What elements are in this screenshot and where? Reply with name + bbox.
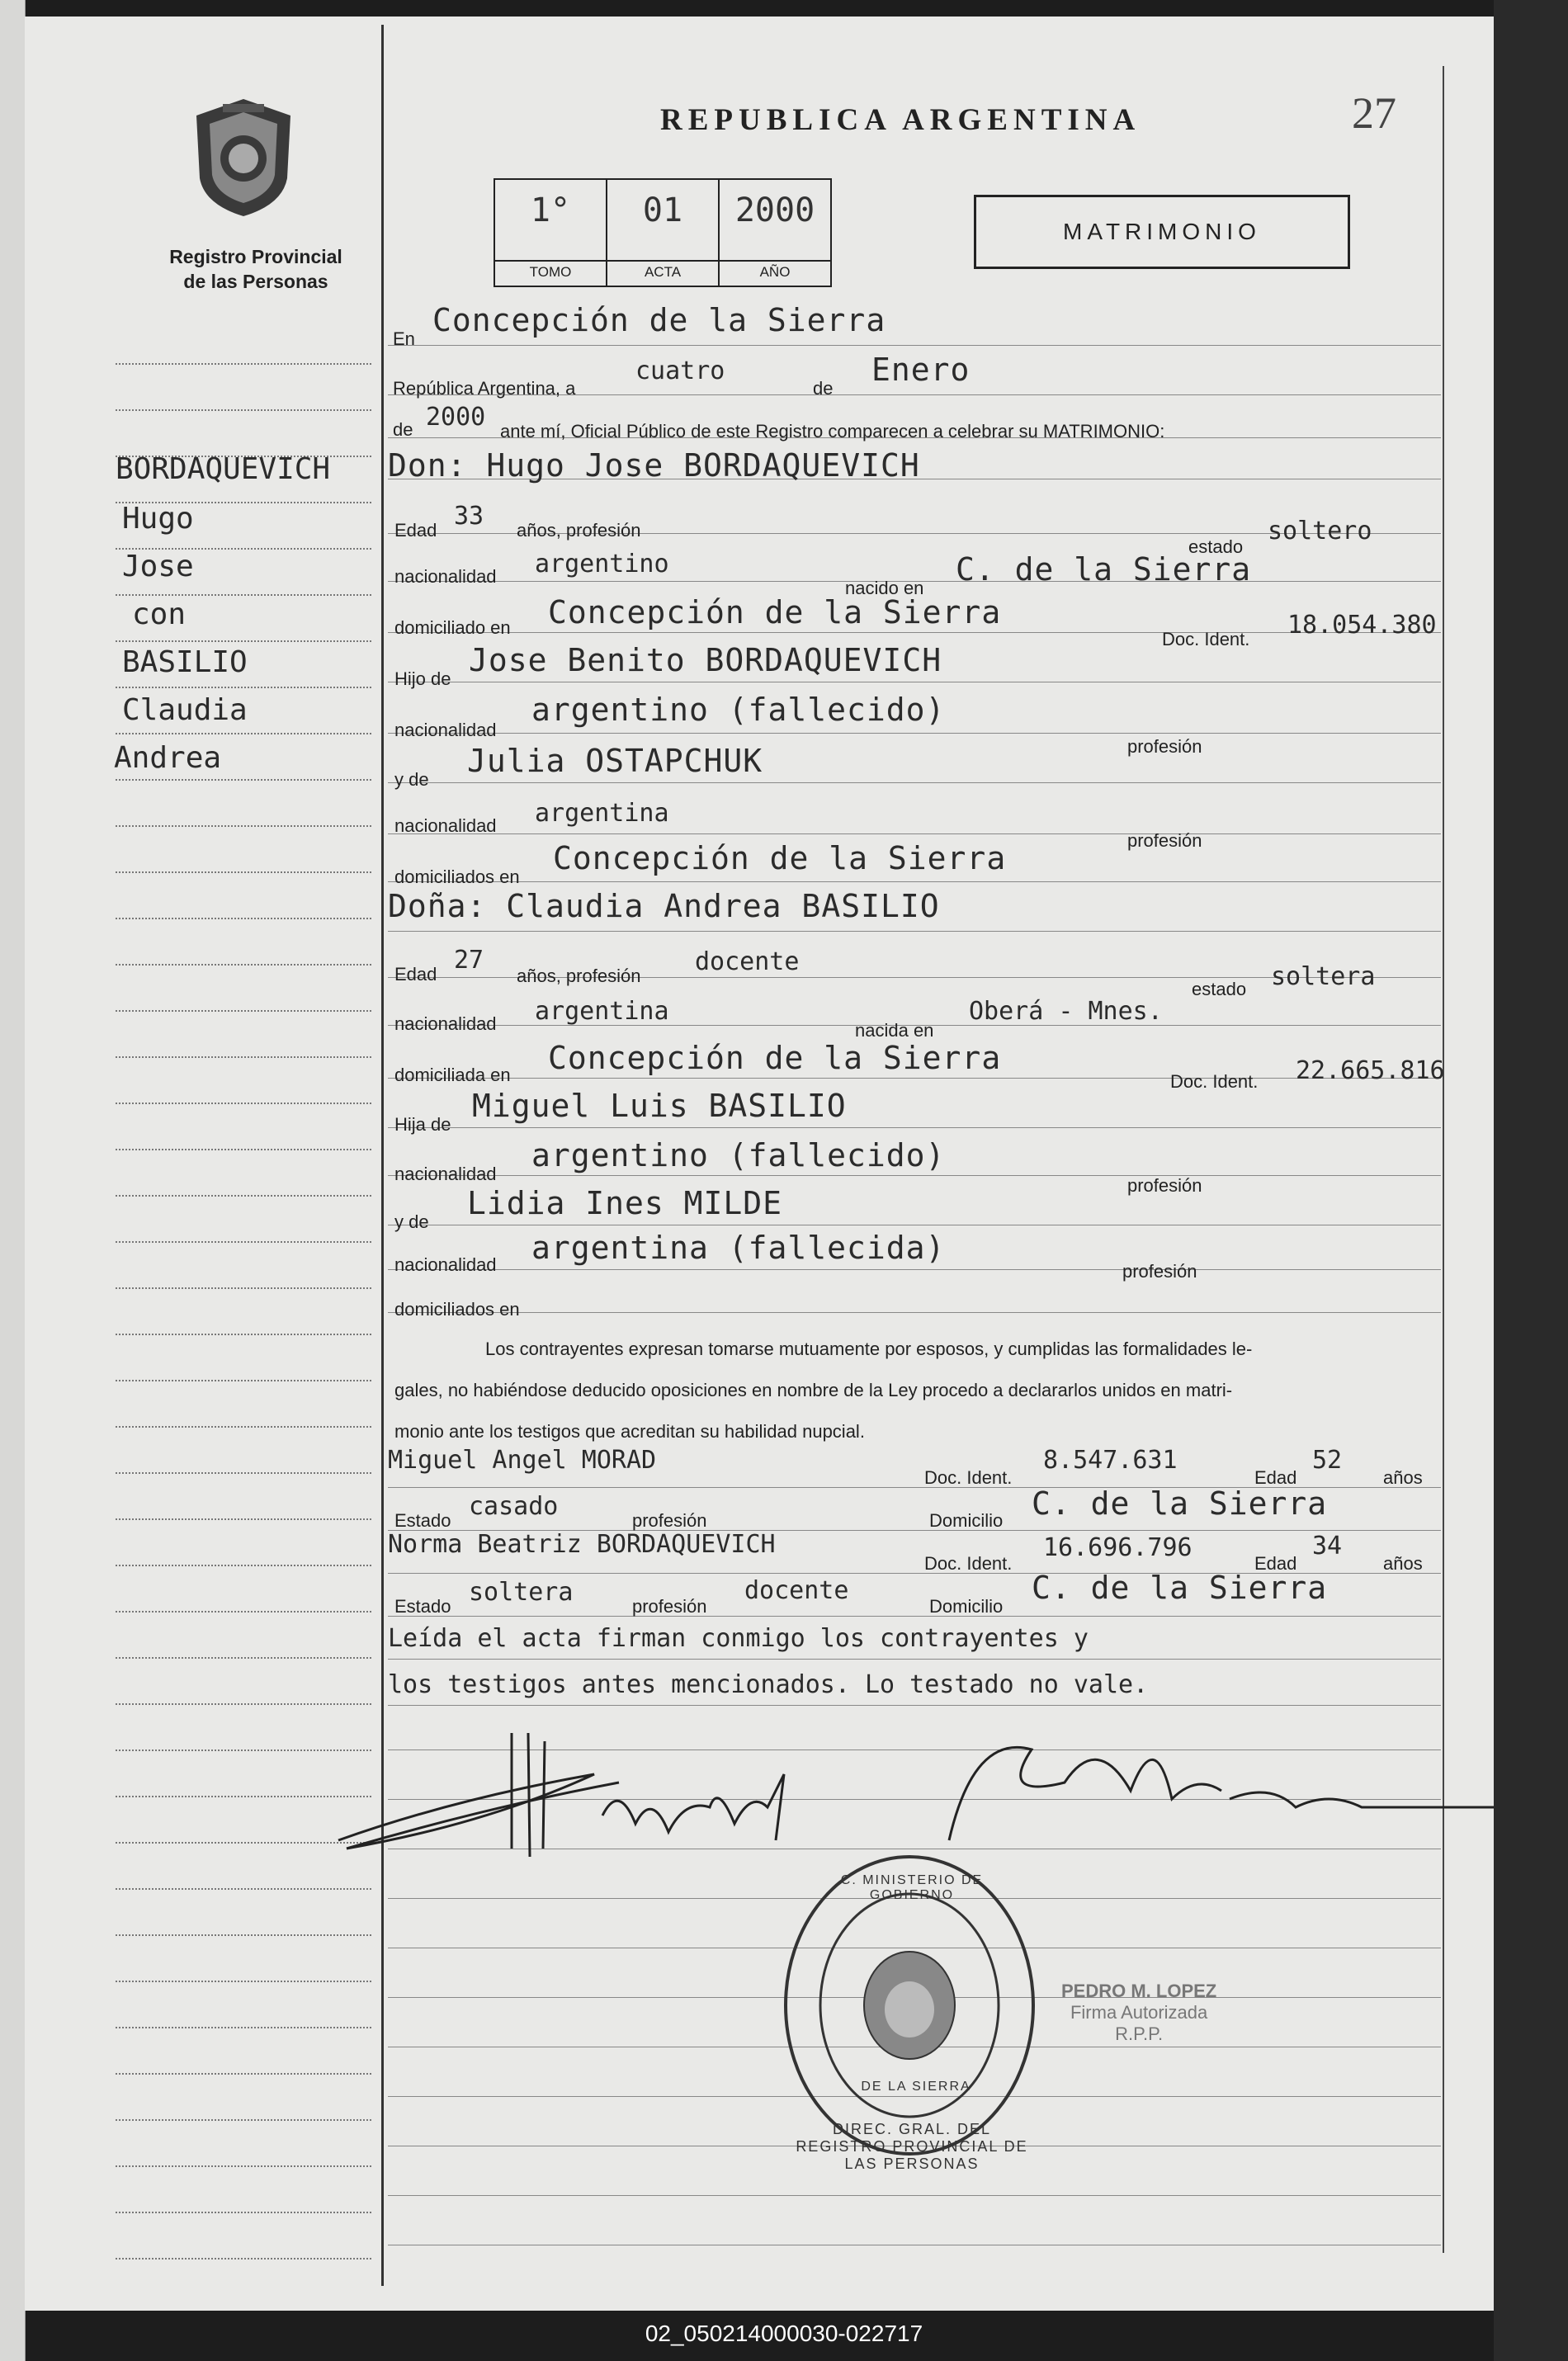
margin-dotted-line xyxy=(116,1010,371,1012)
signature-witness-2-icon xyxy=(1230,1792,1494,1807)
margin-dotted-line xyxy=(116,1241,371,1243)
intro-place: Concepción de la Sierra xyxy=(432,302,886,338)
tomo-value: 1° xyxy=(530,191,571,229)
ruled-line xyxy=(388,782,1441,783)
closing-line-2: los testigos antes mencionados. Lo testado no vale. xyxy=(388,1670,1149,1699)
bride-father-prof-label: profesión xyxy=(1127,1175,1202,1196)
ruled-line xyxy=(388,1659,1441,1660)
signature-bride-icon xyxy=(602,1774,784,1840)
bride-domiciliados-label: domiciliados en xyxy=(394,1299,520,1320)
margin-dotted-line xyxy=(116,2073,371,2075)
intro-day: cuatro xyxy=(635,357,725,385)
groom-father-prof-label: profesión xyxy=(1127,736,1202,757)
ruled-line xyxy=(388,1175,1441,1176)
margin-surname: BORDAQUEVICH xyxy=(116,452,331,486)
folio-number: 27 xyxy=(1352,88,1396,138)
ruled-line xyxy=(388,1269,1441,1270)
bride-mother: Lidia Ines MILDE xyxy=(467,1185,783,1221)
bride-anos-profesion-label: años, profesión xyxy=(517,966,641,986)
intro-year: 2000 xyxy=(426,403,486,432)
ruled-line xyxy=(388,1616,1441,1617)
bride-father: Miguel Luis BASILIO xyxy=(472,1088,847,1124)
ruled-line xyxy=(388,1127,1441,1128)
official-name: PEDRO M. LOPEZ xyxy=(1061,1981,1217,2001)
witness-2-doc-label: Doc. Ident. xyxy=(924,1553,1013,1574)
signature-groom-icon xyxy=(338,1774,619,1849)
groom-mother-nationality: argentina xyxy=(535,799,669,828)
witness-2-anos-label: años xyxy=(1383,1553,1423,1574)
bride-mother-nat-label: nacionalidad xyxy=(394,1254,497,1275)
margin-dotted-line xyxy=(116,1149,371,1150)
stamp-inner-text: C. MINISTERIO DE GOBIERNO xyxy=(840,1873,984,1902)
registry-label-line2: de las Personas xyxy=(183,271,328,292)
groom-doc: 18.054.380 xyxy=(1287,611,1437,640)
bride-mother-prof-label: profesión xyxy=(1122,1261,1197,1282)
bride-profession: docente xyxy=(695,947,800,976)
margin-dotted-line xyxy=(116,779,371,781)
bride-estado-label: estado xyxy=(1192,979,1247,999)
margin-dotted-line xyxy=(116,1657,371,1659)
groom-doc-label: Doc. Ident. xyxy=(1162,629,1250,649)
groom-name: Don: Hugo Jose BORDAQUEVICH xyxy=(388,447,920,484)
bride-nat-label: nacionalidad xyxy=(394,1013,497,1034)
groom-nacido-label: nacido en xyxy=(845,578,924,598)
record-number-box xyxy=(494,178,832,287)
ruled-line xyxy=(388,833,1441,834)
witness-1-estado-label: Estado xyxy=(394,1510,451,1531)
groom-mother: Julia OSTAPCHUK xyxy=(467,743,763,779)
bride-mother-nationality: argentina (fallecida) xyxy=(531,1230,946,1266)
bride-hija-label: Hija de xyxy=(394,1114,451,1135)
witness-2-estado-label: Estado xyxy=(394,1596,451,1617)
margin-dotted-line xyxy=(116,1056,371,1058)
margin-dotted-line xyxy=(116,1611,371,1613)
margin-name-1: Hugo xyxy=(122,502,194,536)
declaration-line-2: gales, no habiéndose deducido oposiciones en nombre de la Ley procedo a declararlos unidos en matri- xyxy=(394,1380,1233,1400)
witness-1-age: 52 xyxy=(1312,1446,1343,1475)
groom-father-nationality: argentino (fallecido) xyxy=(531,692,946,728)
margin-dotted-line xyxy=(116,1195,371,1197)
groom-father: Jose Benito BORDAQUEVICH xyxy=(469,642,942,678)
bride-doc-label: Doc. Ident. xyxy=(1170,1071,1259,1092)
margin-name-3: con xyxy=(132,597,187,631)
margin-dotted-line xyxy=(116,687,371,688)
groom-estado-label: estado xyxy=(1188,536,1244,557)
witness-2-edad-label: Edad xyxy=(1254,1553,1297,1574)
groom-mother-prof-label: profesión xyxy=(1127,830,1202,851)
bride-edad-label: Edad xyxy=(394,964,437,985)
margin-dotted-line xyxy=(116,1565,371,1566)
witness-2-age: 34 xyxy=(1312,1532,1343,1561)
margin-dotted-line xyxy=(116,1426,371,1428)
official-title: Firma Autorizada xyxy=(1070,2002,1208,2023)
margin-rule xyxy=(381,25,384,2286)
bride-age: 27 xyxy=(454,946,484,975)
ano-label: AÑO xyxy=(720,260,830,281)
groom-mother-nat-label: nacionalidad xyxy=(394,815,497,836)
intro-month: Enero xyxy=(871,352,971,388)
groom-domicile: Concepción de la Sierra xyxy=(548,594,1002,630)
binding-edge xyxy=(0,0,26,2361)
stamp-ring-text: DIREC. GRAL. DEL REGISTRO PROVINCIAL DE LAS PERSONAS xyxy=(796,2121,1028,2172)
stamp-bottom-text: DE LA SIERRA xyxy=(861,2080,971,2094)
signature-witness-1-icon xyxy=(949,1747,1221,1840)
witness-1-name: Miguel Angel MORAD xyxy=(388,1446,657,1475)
groom-nat-label: nacionalidad xyxy=(394,566,497,587)
ruled-line xyxy=(388,733,1441,734)
en-label: En xyxy=(393,328,415,349)
groom-estado: soltero xyxy=(1268,517,1372,545)
margin-dotted-line xyxy=(116,2212,371,2213)
bride-domiciliada-label: domiciliada en xyxy=(394,1065,511,1085)
margin-dotted-line xyxy=(116,733,371,734)
bride-name: Doña: Claudia Andrea BASILIO xyxy=(388,888,940,924)
bride-father-nationality: argentino (fallecido) xyxy=(531,1137,946,1173)
margin-name-4: BASILIO xyxy=(122,645,248,679)
acta-label: ACTA xyxy=(607,260,718,281)
document-page xyxy=(25,17,1494,2311)
official-signature-block xyxy=(1061,1981,1216,2045)
page-edge-shadow xyxy=(1494,0,1568,2361)
groom-age: 33 xyxy=(454,502,484,531)
groom-hijo-label: Hijo de xyxy=(394,668,451,689)
ano-cell xyxy=(720,180,830,286)
de2-label: de xyxy=(393,419,413,440)
official-org: R.P.P. xyxy=(1115,2023,1164,2044)
witness-1-domicilio-label: Domicilio xyxy=(929,1510,1004,1531)
witness-2-name: Norma Beatriz BORDAQUEVICH xyxy=(388,1530,776,1559)
margin-dotted-line xyxy=(116,1103,371,1104)
margin-dotted-line xyxy=(116,1334,371,1335)
groom-parents-domicile: Concepción de la Sierra xyxy=(553,840,1007,876)
margin-dotted-line xyxy=(116,964,371,966)
ruled-line xyxy=(388,632,1441,633)
declaration-line-3: monio ante los testigos que acreditan su habilidad nupcial. xyxy=(394,1421,865,1442)
margin-dotted-line xyxy=(116,1380,371,1381)
bride-domicile: Concepción de la Sierra xyxy=(548,1040,1002,1076)
margin-dotted-line xyxy=(116,918,371,919)
bride-father-nat-label: nacionalidad xyxy=(394,1164,497,1184)
country-title: REPUBLICA ARGENTINA xyxy=(660,103,1141,137)
bride-nacida-label: nacida en xyxy=(855,1020,934,1041)
margin-dotted-line xyxy=(116,409,371,411)
tomo-cell xyxy=(495,180,607,286)
bride-birthplace: Oberá - Mnes. xyxy=(969,997,1163,1026)
acta-cell xyxy=(607,180,720,286)
margin-name-2: Jose xyxy=(122,550,194,583)
registry-label-line1: Registro Provincial xyxy=(169,246,342,267)
margin-dotted-line xyxy=(116,1934,371,1936)
margin-dotted-line xyxy=(116,1472,371,1474)
groom-birthplace: C. de la Sierra xyxy=(956,551,1252,588)
margin-name-5: Claudia xyxy=(122,693,248,727)
margin-dotted-line xyxy=(116,1518,371,1520)
margin-dotted-line xyxy=(116,363,371,365)
declaration-line-1: Los contrayentes expresan tomarse mutuamente por esposos, y cumplidas las formalidades le- xyxy=(485,1339,1253,1359)
bride-yde-label: y de xyxy=(394,1211,429,1232)
bride-doc: 22.665.816 xyxy=(1296,1056,1445,1085)
image-id-caption: 02_050214000030-022717 xyxy=(645,2321,923,2346)
margin-dotted-line xyxy=(116,2165,371,2167)
groom-father-nat-label: nacionalidad xyxy=(394,720,497,740)
ruled-line xyxy=(388,1078,1441,1079)
witness-2-estado: soltera xyxy=(469,1578,574,1607)
ruled-line xyxy=(388,345,1441,346)
tomo-label: TOMO xyxy=(495,260,606,281)
groom-anos-profesion-label: años, profesión xyxy=(517,520,641,541)
document-type-box: MATRIMONIO xyxy=(974,195,1350,269)
margin-name-6: Andrea xyxy=(114,741,222,775)
ruled-line xyxy=(388,1312,1441,1313)
intro-tail: ante mí, Oficial Público de este Registro comparecen a celebrar su MATRIMONIO: xyxy=(500,421,1165,442)
witness-1-profesion-label: profesión xyxy=(632,1510,707,1531)
witness-2-profession: docente xyxy=(744,1576,849,1605)
ruled-line xyxy=(388,931,1441,932)
witness-2-domicile: C. de la Sierra xyxy=(1032,1570,1328,1606)
margin-dotted-line xyxy=(116,871,371,873)
closing-line-1: Leída el acta firman conmigo los contrayentes y xyxy=(388,1624,1089,1653)
witness-2-doc: 16.696.796 xyxy=(1043,1533,1193,1562)
margin-dotted-line xyxy=(116,2027,371,2028)
witness-1-domicile: C. de la Sierra xyxy=(1032,1485,1328,1522)
margin-dotted-line xyxy=(116,1981,371,1982)
registry-emblem-icon xyxy=(190,96,297,220)
witness-1-estado: casado xyxy=(469,1492,559,1521)
bride-estado: soltera xyxy=(1271,962,1376,991)
groom-edad-label: Edad xyxy=(394,520,437,541)
witness-1-edad-label: Edad xyxy=(1254,1467,1297,1488)
witness-1-doc-label: Doc. Ident. xyxy=(924,1467,1013,1488)
margin-dotted-line xyxy=(116,1287,371,1289)
margin-dotted-line xyxy=(116,825,371,827)
ruled-line xyxy=(388,881,1441,882)
witness-2-domicilio-label: Domicilio xyxy=(929,1596,1004,1617)
groom-domiciliados-label: domiciliados en xyxy=(394,866,520,887)
witness-1-anos-label: años xyxy=(1383,1467,1423,1488)
margin-dotted-line xyxy=(116,640,371,642)
de-label: de xyxy=(813,378,834,399)
bride-nationality: argentina xyxy=(535,997,669,1026)
right-rule xyxy=(1443,66,1444,2253)
margin-dotted-line xyxy=(116,2258,371,2259)
acta-value: 01 xyxy=(642,191,683,229)
margin-dotted-line xyxy=(116,594,371,596)
republica-label: República Argentina, a xyxy=(393,378,576,399)
ruled-line xyxy=(388,2195,1441,2196)
margin-dotted-line xyxy=(116,2119,371,2121)
groom-yde-label: y de xyxy=(394,769,429,790)
groom-nationality: argentino xyxy=(535,550,669,578)
registry-label xyxy=(149,244,363,294)
witness-1-doc: 8.547.631 xyxy=(1043,1446,1178,1475)
witness-2-profesion-label: profesión xyxy=(632,1596,707,1617)
groom-domiciliado-label: domiciliado en xyxy=(394,617,511,638)
ano-value: 2000 xyxy=(734,191,815,229)
